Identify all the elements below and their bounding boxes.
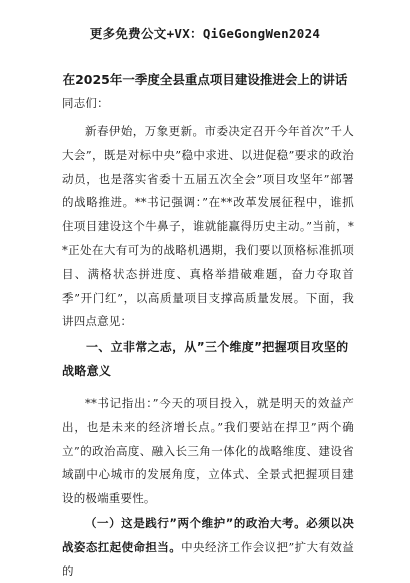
document-title: 在2025年一季度全县重点项目建设推进会上的讲话 [62, 72, 348, 87]
page-header-watermark: 更多免费公文+VX：QiGeGongWen2024 [89, 26, 321, 41]
subsection-text-1: 中央经济工作会议把”扩大有效益的 [62, 539, 354, 578]
paragraph-intro: 新春伊始，万象更新。市委决定召开今年首次”千人大会”，既是对标中央”稳中求进、以进促稳”要求的政治动员，也是落实省委十五届五次全会”项目攻坚年”部署的战略推进。**书记强调：”在**改革发展征程中，谁抓住项目建设这个牛鼻子，谁就能赢得历史主动。”当前，**正处在大有可为的战略机遇期，我们要以顶格标准抓项目、满格状态拼进度、真格举措破难题，奋力夺取首季”开门红”，以高质量项目支撑高质量发展。下面，我讲四点意见： [62, 124, 354, 329]
section-heading-1: 一、立非常之志，从”三个维度”把握项目攻坚的战略意义 [62, 340, 349, 378]
paragraph-subsection-1 [62, 512, 354, 583]
paragraph-section-1: **书记指出：”今天的项目投入，就是明天的效益产出，也是未来的经济增长点。”我们要站在捍卫”两个确立”的政治高度、融入长三角一体化的战略维度、建设省域副中心城市的发展角度，立体式、全景式把握项目建设的极端重要性。 [62, 396, 354, 506]
subsection-heading-1: （一）这是践行”两个维护”的政治大考。必须以决战姿态扛起使命担当。 [62, 516, 354, 554]
salutation: 同志们： [62, 96, 109, 110]
